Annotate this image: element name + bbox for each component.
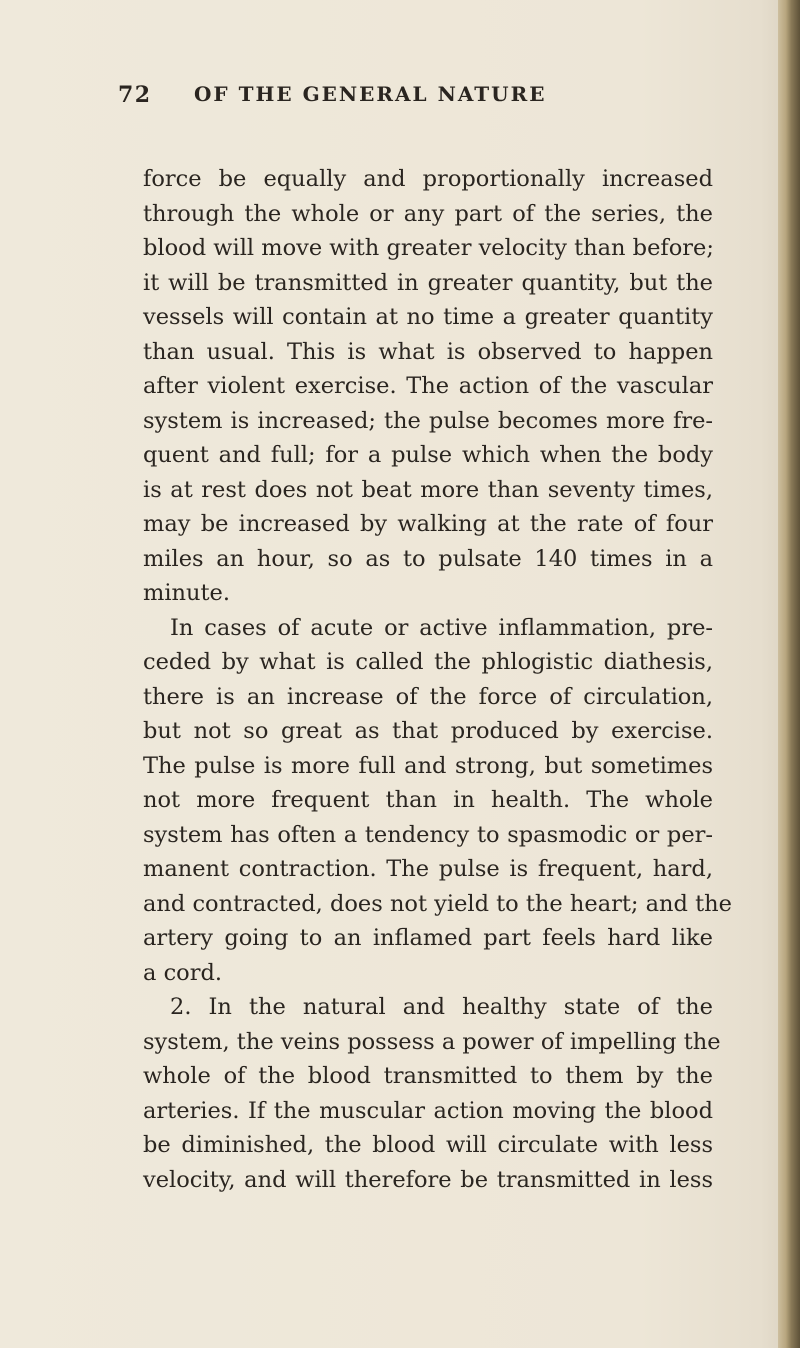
text-line: arteries. If the muscular action moving the blood <box>143 1097 713 1124</box>
text-line: a cord. <box>143 959 223 986</box>
page-header <box>118 82 678 116</box>
text-line: system has often a tendency to spasmodic or per- <box>143 821 713 848</box>
text-line: but not so great as that produced by exercise. <box>143 718 713 744</box>
text-line: miles an hour, so as to pulsate 140 times in a <box>143 545 713 572</box>
text-line: whole of the blood transmitted to them by the <box>143 1063 713 1089</box>
page-number: 72 <box>118 82 152 108</box>
text-line: The pulse is more full and strong, but sometimes <box>143 752 713 779</box>
text-line: than usual. This is what is observed to happen <box>143 338 713 365</box>
running-head: OF THE GENERAL NATURE <box>194 82 547 106</box>
text-line: system is increased; the pulse becomes more fre- <box>143 407 713 434</box>
text-line: may be increased by walking at the rate of four <box>143 511 713 537</box>
text-line: be diminished, the blood will circulate with less <box>143 1132 713 1158</box>
text-line: after violent exercise. The action of the vascular <box>143 373 713 399</box>
text-line: not more frequent than in health. The whole <box>143 787 713 813</box>
text-line: it will be transmitted in greater quantity, but the <box>143 269 713 296</box>
text-line: and contracted, does not yield to the heart; and the <box>143 890 732 917</box>
text-line: blood will move with greater velocity than before; <box>143 235 714 261</box>
text-line: ceded by what is called the phlogistic diathesis, <box>143 649 713 675</box>
text-line: force be equally and proportionally increased <box>143 166 713 192</box>
text-line: 2. In the natural and healthy state of the <box>170 994 713 1020</box>
text-line: minute. <box>143 580 231 606</box>
text-line: manent contraction. The pulse is frequent, hard, <box>143 856 713 882</box>
text-line: there is an increase of the force of circulation, <box>143 683 713 710</box>
text-line: velocity, and will therefore be transmitted in less <box>143 1166 713 1193</box>
book-gutter-edge <box>778 0 800 1348</box>
text-line: In cases of acute or active inflammation, pre- <box>170 614 713 641</box>
text-line: is at rest does not beat more than seventy times, <box>143 476 713 503</box>
text-line: vessels will contain at no time a greater quantity <box>143 304 713 330</box>
text-line: quent and full; for a pulse which when the body <box>143 442 713 468</box>
body-text <box>143 162 732 1197</box>
text-line: through the whole or any part of the series, the <box>143 200 713 227</box>
text-line: artery going to an inflamed part feels hard like <box>143 925 713 951</box>
text-line: system, the veins possess a power of impelling the <box>143 1028 721 1055</box>
